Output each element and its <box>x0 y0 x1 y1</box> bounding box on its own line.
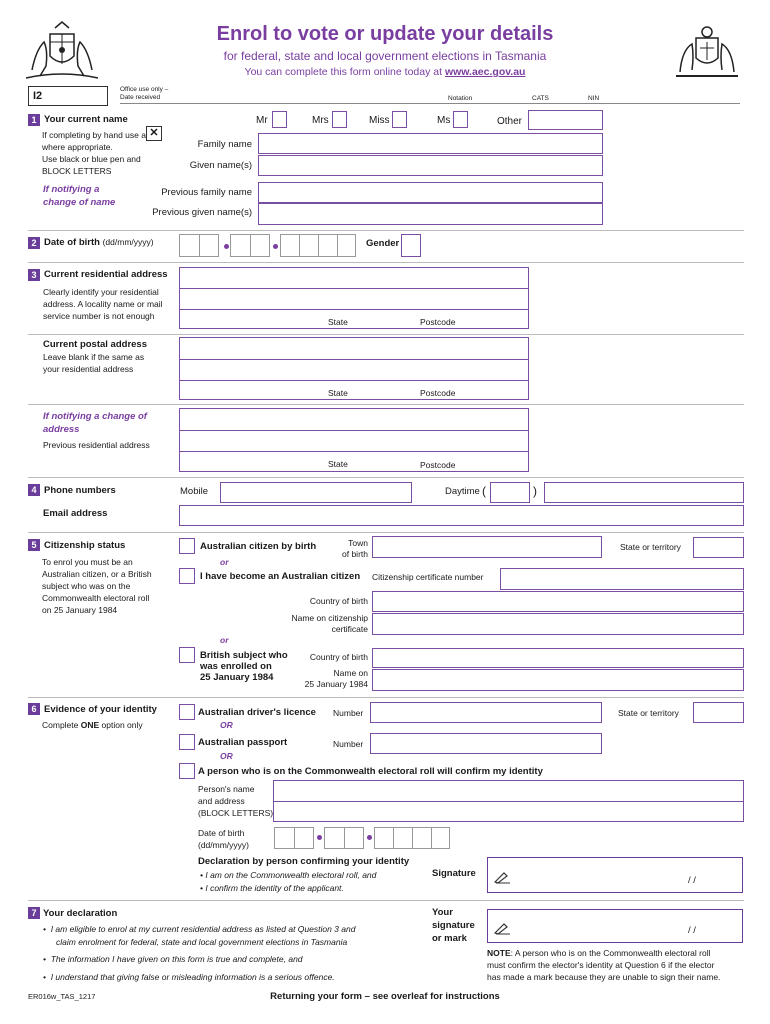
previous-family-name-input[interactable] <box>258 182 603 203</box>
q7-title: Your declaration <box>43 908 118 919</box>
note-line1: : A person who is on the Commonwealth electoral roll <box>510 948 711 958</box>
country-of-birth-2-input[interactable] <box>372 648 744 668</box>
q7-item-2: The information I have given on this form is true and complete, and <box>50 954 303 964</box>
family-name-input[interactable] <box>258 133 603 154</box>
your-signature-box[interactable] <box>487 909 743 943</box>
previous-state-label: State <box>328 459 348 469</box>
name-on-cert-input[interactable] <box>372 613 744 635</box>
question-number-6: 6 <box>28 703 40 715</box>
daytime-label: Daytime <box>445 486 480 497</box>
question-number-4: 4 <box>28 484 40 496</box>
dob-year-input[interactable] <box>280 234 356 257</box>
title-mr-checkbox[interactable] <box>272 111 287 128</box>
passport-number-label: Number <box>333 739 364 749</box>
or-caps-2: OR <box>220 751 233 761</box>
name-cert-line2: certificate <box>331 624 368 634</box>
british-line2: was enrolled on <box>200 661 272 672</box>
office-use <box>120 86 168 102</box>
british-line1: British subject who <box>200 650 288 661</box>
citizen-by-birth-checkbox[interactable] <box>179 538 195 554</box>
gender-label: Gender <box>366 238 400 249</box>
q2-title: Date of birth <box>44 237 100 248</box>
pen-icon <box>494 870 512 884</box>
name-on-1984-label <box>270 668 368 690</box>
q1-title: Your current name <box>44 114 128 125</box>
dob-day-input[interactable] <box>179 234 219 257</box>
licence-state-input[interactable] <box>693 702 744 723</box>
q7-declaration-list: • I am eligible to enrol at my current residential address as listed at Question 3 and claim enrolment for federal, state and local government elections in Tasmania • The information I have given on this form is true and complete, and • I understand that giving false or misleading information is a serious offence. <box>43 924 356 982</box>
title-mr-label: Mr <box>256 115 268 126</box>
q3-notify-line1: If notifying a change of <box>43 411 147 422</box>
q2-format: (dd/mm/yyyy) <box>102 237 154 247</box>
q6-hint-suffix: option only <box>99 720 143 730</box>
person-name-line2: and address <box>198 796 245 806</box>
returning-form-note: Returning your form – see overleaf for instructions <box>270 991 500 1002</box>
q6-hint-prefix: Complete <box>42 720 81 730</box>
your-sig-line2: signature <box>432 920 475 931</box>
title-ms-label: Ms <box>437 115 451 126</box>
q3-hint-line2: address. A locality name or mail <box>43 299 163 309</box>
q2-title-line <box>44 237 154 248</box>
q5-hint <box>42 556 152 616</box>
q3-notify <box>43 410 147 436</box>
person-dob-year-input[interactable] <box>374 827 450 849</box>
question-number-7: 7 <box>28 907 40 919</box>
previous-given-names-input[interactable] <box>258 203 603 225</box>
town-of-birth-input[interactable] <box>372 536 602 558</box>
your-sig-line1: Your <box>432 907 453 918</box>
note-line3: has made a mark because they are unable to sign their name. <box>487 972 721 982</box>
q6-hint-one: ONE <box>80 720 100 730</box>
note-line2: must confirm the elector's identity at Question 6 if the elector <box>487 960 715 970</box>
daytime-area-code-input[interactable] <box>490 482 530 503</box>
town-of-birth-label <box>320 538 368 560</box>
name-on-line2: 25 January 1984 <box>304 679 368 689</box>
email-label: Email address <box>43 508 108 519</box>
cats-label: CATS <box>532 95 549 102</box>
declaration-confirm-list: • I am on the Commonwealth electoral roll, and • I confirm the identity of the applicant. <box>200 870 377 893</box>
country-of-birth-2-label: Country of birth <box>309 652 368 662</box>
form-code-footer: ER016w_TAS_1217 <box>28 992 96 1001</box>
q1-hint-line2: where appropriate. <box>42 142 113 152</box>
daytime-phone-input[interactable] <box>544 482 744 503</box>
q1-notify-line2: change of name <box>43 197 116 208</box>
form-code: I2 <box>28 86 108 106</box>
q5-hint-line3: subject who was on the <box>42 581 131 591</box>
your-signature-label <box>432 906 475 945</box>
previous-given-names-label: Previous given name(s) <box>152 207 252 218</box>
question-number-3: 3 <box>28 269 40 281</box>
name-cert-line1: Name on citizenship <box>291 613 368 623</box>
your-sig-line3: or mark <box>432 933 467 944</box>
cert-number-input[interactable] <box>500 568 744 590</box>
declaration-confirm-title: Declaration by person confirming your identity <box>198 856 410 867</box>
citizen-by-birth-label: Australian citizen by birth <box>200 541 317 552</box>
daytime-close-paren: ) <box>533 484 537 498</box>
q6-hint <box>42 720 143 730</box>
state-territory-birth-input[interactable] <box>693 537 744 558</box>
mobile-input[interactable] <box>220 482 412 503</box>
nin-label: NIN <box>588 95 600 102</box>
given-names-label: Given name(s) <box>189 160 252 171</box>
person-confirm-label: A person who is on the Commonwealth electoral roll will confirm my identity <box>198 766 543 777</box>
or-caps-1: OR <box>220 720 233 730</box>
question-number-5: 5 <box>28 539 40 551</box>
previous-address-input[interactable] <box>179 408 529 472</box>
person-confirm-checkbox[interactable] <box>179 763 195 779</box>
licence-number-label: Number <box>333 708 364 718</box>
email-input[interactable] <box>179 505 744 526</box>
q6-title: Evidence of your identity <box>44 704 157 715</box>
country-of-birth-label: Country of birth <box>309 596 368 606</box>
notation-label: Notation <box>448 95 473 102</box>
q3-title: Current residential address <box>44 269 168 280</box>
q3-hint-line3: service number is not enough <box>43 311 155 321</box>
or-divider-2: or <box>220 635 229 645</box>
passport-label: Australian passport <box>198 737 288 748</box>
postal-state-label: State <box>328 388 348 398</box>
became-citizen-label: I have become an Australian citizen <box>200 571 361 582</box>
q5-hint-line1: To enrol you must be an <box>42 557 133 567</box>
country-of-birth-input[interactable] <box>372 591 744 612</box>
postal-address-input[interactable] <box>179 337 529 400</box>
office-use-line2: Date received <box>120 94 161 101</box>
online-prefix: You can complete this form online today at <box>244 66 445 78</box>
name-on-line1: Name on <box>333 668 368 678</box>
confirmer-signature-box[interactable] <box>487 857 743 893</box>
title-miss-label: Miss <box>369 115 390 126</box>
office-use-line1: Office use only – <box>120 86 169 93</box>
previous-address-label: Previous residential address <box>43 440 150 450</box>
q5-title: Citizenship status <box>44 540 126 551</box>
online-line <box>0 66 770 78</box>
question-number-2: 2 <box>28 237 40 249</box>
title-mrs-checkbox[interactable] <box>332 111 347 128</box>
person-dob-day-input[interactable] <box>274 827 314 849</box>
confirmer-signature-label: Signature <box>432 868 476 879</box>
or-divider-1: or <box>220 557 229 567</box>
residential-state-label: State <box>328 317 348 327</box>
q3-hint <box>43 286 163 322</box>
given-names-input[interactable] <box>258 155 603 176</box>
daytime-open-paren: ( <box>482 484 486 498</box>
title-miss-checkbox[interactable] <box>392 111 407 128</box>
drivers-licence-checkbox[interactable] <box>179 704 195 720</box>
q7-item-3: I understand that giving false or misleading information is a serious offence. <box>50 971 335 982</box>
person-name-line1: Person's name <box>198 784 255 794</box>
q5-hint-line2: Australian citizen, or a British <box>42 569 152 579</box>
your-date-slashes: / / <box>688 925 696 936</box>
passport-checkbox[interactable] <box>179 734 195 750</box>
licence-number-input[interactable] <box>370 702 602 723</box>
note-label: NOTE <box>487 948 511 958</box>
postal-hint-line2: your residential address <box>43 364 134 374</box>
passport-number-input[interactable] <box>370 733 602 754</box>
q7-item-1-line2: claim enrolment for federal, state and local government elections in Tasmania <box>56 936 348 947</box>
town-label-line1: Town <box>348 538 368 548</box>
name-on-1984-input[interactable] <box>372 669 744 691</box>
q1-hint-line4: BLOCK LETTERS <box>42 166 112 176</box>
q4-title: Phone numbers <box>44 485 116 496</box>
x-mark-example-icon: ✕ <box>146 126 162 141</box>
q7-item-1-line1: I am eligible to enrol at my current residential address as listed at Question 3 and <box>50 924 356 934</box>
person-dob-line2: (dd/mm/yyyy) <box>198 840 249 850</box>
cert-number-label: Citizenship certificate number <box>372 572 484 582</box>
person-name-line3: (BLOCK LETTERS) <box>198 808 274 818</box>
became-citizen-checkbox[interactable] <box>179 568 195 584</box>
state-territory-label-1: State or territory <box>620 542 681 552</box>
note-text <box>487 947 747 983</box>
postal-hint-line1: Leave blank if the same as <box>43 352 145 362</box>
q3-hint-line1: Clearly identify your residential <box>43 287 159 297</box>
form-subtitle: for federal, state and local government elections in Tasmania <box>223 49 547 63</box>
gender-input[interactable] <box>401 234 421 257</box>
q1-hint <box>42 129 146 177</box>
q1-hint-line3: Use black or blue pen and <box>42 154 141 164</box>
form-title: Enrol to vote or update your details <box>216 23 554 45</box>
british-subject-checkbox[interactable] <box>179 647 195 663</box>
q1-notify <box>43 183 115 209</box>
q5-hint-line4: Commonwealth electoral roll <box>42 593 150 603</box>
previous-family-name-label: Previous family name <box>161 187 252 198</box>
title-other-input[interactable] <box>528 110 603 130</box>
name-on-cert-label <box>260 613 368 635</box>
q1-hint-line1: If completing by hand use a <box>42 130 146 140</box>
postal-hint <box>43 351 144 375</box>
declaration-confirm-item-1: I am on the Commonwealth electoral roll, and <box>205 870 377 880</box>
postal-postcode-label: Postcode <box>420 388 456 398</box>
person-dob-line1: Date of birth <box>198 828 245 838</box>
residential-postcode-label: Postcode <box>420 317 456 327</box>
person-dob-month-input[interactable] <box>324 827 364 849</box>
confirmer-date-slashes: / / <box>688 875 696 886</box>
title-other-label: Other <box>497 116 523 127</box>
pen-icon <box>494 921 512 935</box>
dob-month-input[interactable] <box>230 234 270 257</box>
q1-notify-line1: If notifying a <box>43 184 100 195</box>
title-ms-checkbox[interactable] <box>453 111 468 128</box>
online-url-link[interactable]: www.aec.gov.au <box>444 66 526 78</box>
question-number-1: 1 <box>28 114 40 126</box>
mobile-label: Mobile <box>180 486 208 497</box>
state-territory-label-2: State or territory <box>618 708 679 718</box>
previous-postcode-label: Postcode <box>420 460 456 470</box>
person-name-address-input[interactable] <box>273 780 744 822</box>
town-label-line2: of birth <box>342 549 368 559</box>
title-mrs-label: Mrs <box>312 115 329 126</box>
postal-address-title: Current postal address <box>43 339 147 350</box>
person-dob-label <box>198 827 249 851</box>
british-line3: 25 January 1984 <box>200 672 274 683</box>
declaration-confirm-item-2: I confirm the identity of the applicant. <box>205 883 344 893</box>
family-name-label: Family name <box>197 139 252 150</box>
residential-address-input[interactable] <box>179 267 529 329</box>
drivers-licence-label: Australian driver's licence <box>198 707 316 718</box>
q5-hint-line5: on 25 January 1984 <box>42 605 118 615</box>
q3-notify-line2: address <box>43 424 80 435</box>
person-name-label <box>198 783 273 819</box>
